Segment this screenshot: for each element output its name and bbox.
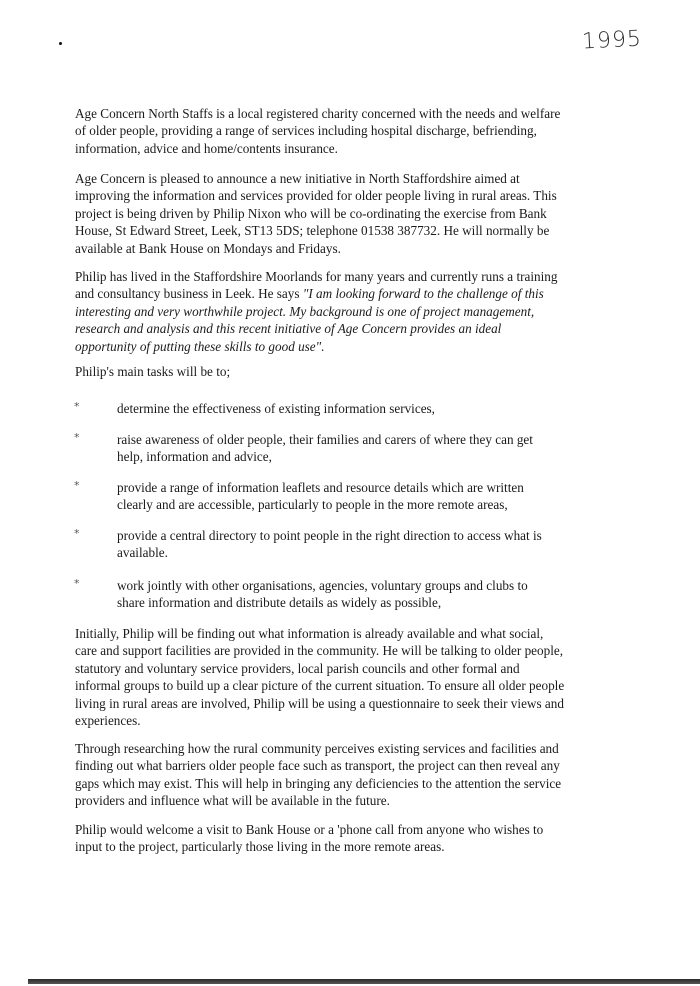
bullet-asterisk: * bbox=[74, 479, 80, 492]
bullet-asterisk: * bbox=[74, 431, 80, 444]
list-item-text: provide a range of information leaflets and resource details which are written clearly and are accessible, particularly to people in the more remote areas, bbox=[117, 480, 524, 513]
paragraph-tasks-intro: Philip's main tasks will be to; bbox=[75, 364, 231, 379]
list-item-text: provide a central directory to point people in the right direction to access what is available. bbox=[117, 528, 542, 561]
paragraph-gaps: Through researching how the rural community perceives existing services and facilities and finding out what barriers older people face such as transport, the project can then reveal any gaps which may exist. This will help in bringing any deficiencies to the attention the service providers and influence what will be available in the future. bbox=[75, 741, 562, 809]
bullet-asterisk: * bbox=[74, 400, 80, 413]
bullet-asterisk: * bbox=[74, 577, 80, 590]
bottom-edge-rule bbox=[28, 979, 700, 984]
handwritten-year-note: 1995 bbox=[581, 26, 643, 55]
list-item-text: raise awareness of older people, their families and carers of where they can get help, information and advice, bbox=[117, 432, 533, 465]
paragraph-philip-background bbox=[75, 268, 565, 355]
list-item-text: work jointly with other organisations, agencies, voluntary groups and clubs to share information and distribute details as widely as possible, bbox=[117, 578, 528, 611]
philip-background-text: Philip has lived in the Staffordshire Moorlands for many years and currently runs a training and consultancy business in Leek. He says bbox=[75, 269, 558, 302]
philip-quote: "I am looking forward to the challenge of this interesting and very worthwhile project. My background is one of project management, research and analysis and this recent initiative of Age Concern provides an ideal opportunity of putting these skills to good use". bbox=[75, 286, 544, 354]
paragraph-intro: Age Concern North Staffs is a local registered charity concerned with the needs and welfare of older people, providing a range of services including hospital discharge, befriending, information, advice and home/contents insurance. bbox=[75, 106, 561, 156]
bullet-asterisk: * bbox=[74, 527, 80, 540]
paragraph-announcement: Age Concern is pleased to announce a new initiative in North Staffordshire aimed at improving the information and services provided for older people living in rural areas. This project is being driven by Philip Nixon who will be co-ordinating the exercise from Bank House, St Edward Street, Leek, ST13 5DS; telephone 01538 387732. He will normally be available at Bank House on Mondays and Fridays. bbox=[75, 171, 557, 256]
paragraph-contact: Philip would welcome a visit to Bank House or a 'phone call from anyone who wishes to input to the project, particularly those living in the more remote areas. bbox=[75, 822, 544, 855]
list-item-text: determine the effectiveness of existing information services, bbox=[117, 401, 435, 416]
paragraph-initial-research: Initially, Philip will be finding out what information is already available and what social, care and support facilities are provided in the community. He will be talking to older people, statutory and voluntary service providers, local parish councils and other formal and informal groups to build up a clear picture of the current situation. To ensure all older people living in rural areas are involved, Philip will be using a questionnaire to seek their views and experiences. bbox=[75, 626, 565, 729]
scan-speck bbox=[59, 42, 62, 45]
